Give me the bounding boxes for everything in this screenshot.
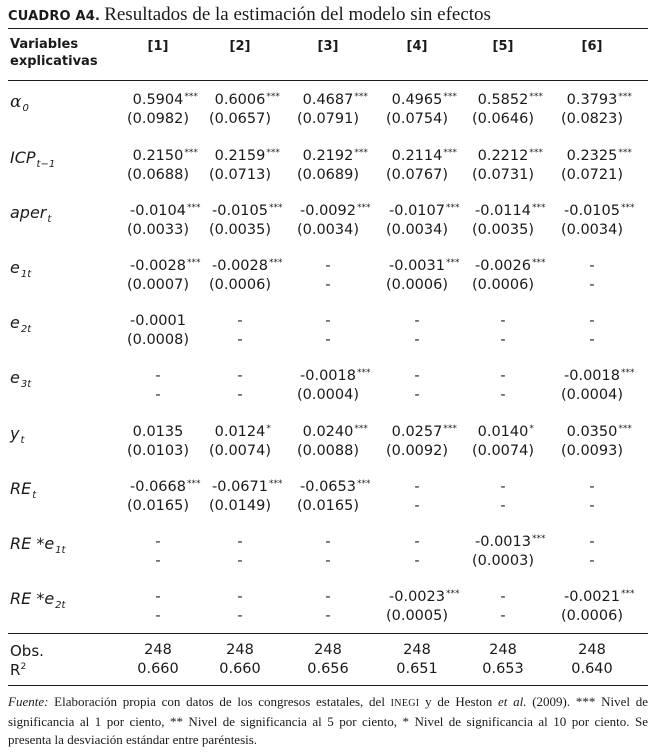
std-error-cell: - <box>155 387 161 403</box>
std-error-cell: (0.0008) <box>126 332 190 348</box>
variable-name: aper <box>10 203 47 222</box>
coefficient-cell <box>367 479 467 495</box>
coefficient-cell <box>278 534 378 550</box>
coefficient-cell <box>453 203 553 219</box>
table-title <box>8 4 491 26</box>
std-error-cell: (0.0657) <box>208 111 272 127</box>
r2-cell: 0.640 <box>571 661 613 677</box>
coefficient-cell <box>453 148 553 164</box>
std-error-cell: (0.0006) <box>385 277 449 293</box>
coefficient-cell <box>542 92 642 108</box>
coefficient-value: -0.0031 <box>389 258 445 274</box>
variable-subscript: 1t <box>20 269 32 280</box>
coefficient-cell <box>453 258 553 274</box>
coefficient-cell <box>542 368 642 384</box>
coefficient-value: - <box>325 258 331 274</box>
header-col-4: [4] <box>406 39 428 54</box>
std-error-cell: - <box>589 332 595 348</box>
note-etal: et al. <box>497 694 527 709</box>
coefficient-cell <box>367 424 467 440</box>
note-source-label: Fuente: <box>8 694 49 709</box>
significance-stars: * <box>266 424 271 434</box>
r2-cell: 0.651 <box>396 661 438 677</box>
note-text-3: (2009). *** Nivel de significancia al 1 por ciento, ** Nivel de significancia al 5 por ciento, * Nivel de significancia al 10 por ciento. Se presenta la desviación estándar entre paréntesis. <box>8 694 648 747</box>
variable-subscript: t <box>32 490 37 501</box>
significance-stars: *** <box>445 589 460 599</box>
coefficient-value: -0.0114 <box>475 203 531 219</box>
std-error-cell: (0.0004) <box>560 387 624 403</box>
coefficient-value: -0.0671 <box>212 479 268 495</box>
coefficient-cell <box>542 424 642 440</box>
std-error-cell: (0.0092) <box>385 443 449 459</box>
table-footnote <box>8 693 648 749</box>
std-error-cell: - <box>500 387 506 403</box>
significance-stars: *** <box>266 92 280 102</box>
significance-stars: *** <box>186 258 201 268</box>
significance-stars: *** <box>531 534 546 544</box>
coefficient-value: - <box>325 589 331 605</box>
coefficient-value: 0.2114 <box>391 148 443 164</box>
coefficient-value: 0.4687 <box>302 92 354 108</box>
coefficient-value: 0.0257 <box>391 424 443 440</box>
std-error-cell: (0.0006) <box>471 277 535 293</box>
significance-stars: *** <box>443 424 457 434</box>
significance-stars: *** <box>531 258 546 268</box>
std-error-cell: (0.0074) <box>471 443 535 459</box>
coefficient-value: - <box>589 258 595 274</box>
coefficient-value: 0.4965 <box>391 92 443 108</box>
coefficient-cell <box>453 424 553 440</box>
std-error-cell: (0.0088) <box>296 443 360 459</box>
variable-label <box>10 313 31 335</box>
significance-stars: * <box>529 424 534 434</box>
note-inegi: INEGI <box>390 698 420 709</box>
coefficient-cell <box>190 534 290 550</box>
coefficient-value: - <box>237 368 243 384</box>
header-col-2: [2] <box>229 39 251 54</box>
significance-stars: *** <box>620 589 635 599</box>
std-error-cell: (0.0721) <box>560 167 624 183</box>
std-error-cell: (0.0688) <box>126 167 190 183</box>
header-col-3: [3] <box>317 39 339 54</box>
coefficient-cell <box>190 313 290 329</box>
header-variables-line2: explicativas <box>10 54 98 69</box>
coefficient-cell <box>278 92 378 108</box>
std-error-cell: - <box>589 498 595 514</box>
significance-stars: *** <box>529 148 543 158</box>
coefficient-value: - <box>589 479 595 495</box>
std-error-cell: (0.0033) <box>126 222 190 238</box>
top-rule <box>8 28 648 29</box>
std-error-cell: (0.0823) <box>560 111 624 127</box>
significance-stars: *** <box>184 92 198 102</box>
variable-name: e <box>10 368 20 387</box>
std-error-cell: (0.0035) <box>471 222 535 238</box>
std-error-cell: (0.0791) <box>296 111 360 127</box>
std-error-cell: (0.0731) <box>471 167 535 183</box>
std-error-cell: (0.0754) <box>385 111 449 127</box>
obs-label: Obs. <box>10 642 44 660</box>
coefficient-cell <box>190 148 290 164</box>
std-error-cell: - <box>155 608 161 624</box>
coefficient-cell <box>278 424 378 440</box>
std-error-cell: - <box>325 332 331 348</box>
bottom-rule <box>8 685 648 686</box>
std-error-cell: - <box>589 553 595 569</box>
r2-cell: 0.660 <box>137 661 179 677</box>
variable-name: RE *e <box>10 534 55 553</box>
coefficient-value: 0.2159 <box>214 148 266 164</box>
significance-stars: *** <box>443 92 457 102</box>
coefficient-value: -0.0001 <box>130 313 186 329</box>
coefficient-value: 0.3793 <box>566 92 618 108</box>
variable-label <box>10 479 36 501</box>
coefficient-value: -0.0105 <box>564 203 620 219</box>
coefficient-cell <box>367 534 467 550</box>
variable-subscript: 0 <box>22 103 29 114</box>
coefficient-value: - <box>237 589 243 605</box>
significance-stars: *** <box>445 258 460 268</box>
coefficient-cell <box>453 479 553 495</box>
significance-stars: *** <box>186 479 201 489</box>
coefficient-cell <box>367 148 467 164</box>
coefficient-value: 0.0140 <box>477 424 529 440</box>
std-error-cell: - <box>414 387 420 403</box>
obs-cell: 248 <box>403 642 431 658</box>
significance-stars: *** <box>266 148 280 158</box>
coefficient-cell <box>190 203 290 219</box>
std-error-cell: - <box>237 553 243 569</box>
std-error-cell: - <box>414 498 420 514</box>
variable-name: e <box>10 258 20 277</box>
coefficient-cell <box>278 589 378 605</box>
std-error-cell: (0.0165) <box>296 498 360 514</box>
significance-stars: *** <box>356 203 371 213</box>
variable-name: y <box>10 424 20 443</box>
header-variables-line1: Variables <box>10 37 79 52</box>
coefficient-cell <box>190 368 290 384</box>
coefficient-value: -0.0018 <box>300 368 356 384</box>
coefficient-value: -0.0026 <box>475 258 531 274</box>
coefficient-value: 0.5904 <box>132 92 184 108</box>
coefficient-value: 0.2325 <box>566 148 618 164</box>
header-col-5: [5] <box>492 39 514 54</box>
table-number: CUADRO A4. <box>8 9 101 24</box>
coefficient-cell <box>453 589 553 605</box>
significance-stars: *** <box>184 148 198 158</box>
r2-cell: 0.660 <box>219 661 261 677</box>
coefficient-cell <box>542 479 642 495</box>
coefficient-cell <box>453 534 553 550</box>
std-error-cell: (0.0007) <box>126 277 190 293</box>
coefficient-value: -0.0105 <box>212 203 268 219</box>
coefficient-cell <box>190 589 290 605</box>
header-rule <box>8 80 648 81</box>
significance-stars: *** <box>618 92 632 102</box>
std-error-cell: (0.0093) <box>560 443 624 459</box>
std-error-cell: (0.0149) <box>208 498 272 514</box>
significance-stars: *** <box>356 479 371 489</box>
std-error-cell: (0.0767) <box>385 167 449 183</box>
significance-stars: *** <box>618 424 632 434</box>
variable-label <box>10 258 31 280</box>
significance-stars: *** <box>268 203 283 213</box>
std-error-cell: - <box>500 498 506 514</box>
coefficient-cell <box>278 258 378 274</box>
significance-stars: *** <box>443 148 457 158</box>
coefficient-value: - <box>155 368 161 384</box>
variable-subscript: t <box>47 214 52 225</box>
std-error-cell: (0.0713) <box>208 167 272 183</box>
coefficient-cell <box>367 368 467 384</box>
std-error-cell: - <box>237 332 243 348</box>
r2-label-text: R <box>10 661 21 679</box>
variable-subscript: 1t <box>55 545 66 556</box>
coefficient-cell <box>190 92 290 108</box>
std-error-cell: (0.0006) <box>208 277 272 293</box>
r2-label <box>10 661 26 679</box>
coefficient-value: 0.5852 <box>477 92 529 108</box>
coefficient-value: -0.0107 <box>389 203 445 219</box>
coefficient-value: 0.6006 <box>214 92 266 108</box>
std-error-cell: (0.0004) <box>296 387 360 403</box>
std-error-cell: (0.0035) <box>208 222 272 238</box>
coefficient-value: -0.0028 <box>130 258 186 274</box>
coefficient-value: 0.2150 <box>132 148 184 164</box>
obs-cell: 248 <box>144 642 172 658</box>
std-error-cell: - <box>237 387 243 403</box>
obs-cell: 248 <box>489 642 517 658</box>
std-error-cell: - <box>414 553 420 569</box>
coefficient-cell <box>278 479 378 495</box>
std-error-cell: - <box>589 277 595 293</box>
significance-stars: *** <box>531 203 546 213</box>
variable-name: RE <box>10 479 32 498</box>
coefficient-value: -0.0104 <box>130 203 186 219</box>
variable-subscript: t <box>20 435 25 446</box>
variable-name: RE *e <box>10 589 55 608</box>
std-error-cell: - <box>500 332 506 348</box>
std-error-cell: (0.0103) <box>126 443 190 459</box>
coefficient-value: -0.0092 <box>300 203 356 219</box>
std-error-cell: - <box>500 608 506 624</box>
variable-label <box>10 368 31 390</box>
significance-stars: *** <box>186 203 201 213</box>
coefficient-cell <box>542 589 642 605</box>
variable-subscript: 2t <box>55 600 66 611</box>
std-error-cell: (0.0689) <box>296 167 360 183</box>
coefficient-value: 0.2212 <box>477 148 529 164</box>
std-error-cell: (0.0165) <box>126 498 190 514</box>
coefficient-value: - <box>237 534 243 550</box>
variable-label <box>10 148 55 170</box>
coefficient-cell <box>367 258 467 274</box>
coefficient-cell <box>367 92 467 108</box>
std-error-cell: (0.0034) <box>296 222 360 238</box>
std-error-cell: (0.0646) <box>471 111 535 127</box>
coefficient-value: -0.0023 <box>389 589 445 605</box>
coefficient-value: - <box>500 479 506 495</box>
r2-label-sup: 2 <box>20 662 27 672</box>
coefficient-cell <box>190 424 290 440</box>
coefficient-cell <box>542 148 642 164</box>
significance-stars: *** <box>529 92 543 102</box>
std-error-cell: (0.0006) <box>560 608 624 624</box>
significance-stars: *** <box>620 368 635 378</box>
variable-name: e <box>10 313 20 332</box>
variable-name: ICP <box>10 148 36 167</box>
coefficient-cell <box>453 313 553 329</box>
coefficient-value: -0.0653 <box>300 479 356 495</box>
coefficient-value: 0.0240 <box>302 424 354 440</box>
variable-subscript: 3t <box>20 379 32 390</box>
coefficient-value: -0.0028 <box>212 258 268 274</box>
variable-label <box>10 589 65 611</box>
significance-stars: *** <box>268 479 283 489</box>
coefficient-value: 0.0135 <box>132 424 184 440</box>
coefficient-value: 0.0350 <box>566 424 618 440</box>
variable-label <box>10 203 51 225</box>
std-error-cell: - <box>325 277 331 293</box>
coefficient-value: -0.0668 <box>130 479 186 495</box>
r2-cell: 0.656 <box>307 661 349 677</box>
coefficient-cell <box>542 203 642 219</box>
table-caption: Resultados de la estimación del modelo sin efectos <box>104 4 491 25</box>
header-col-6: [6] <box>581 39 603 54</box>
coefficient-value: - <box>414 313 420 329</box>
std-error-cell: - <box>325 608 331 624</box>
variable-label <box>10 534 65 556</box>
note-text-2: y de Heston <box>419 694 498 709</box>
coefficient-value: - <box>155 589 161 605</box>
std-error-cell: (0.0005) <box>385 608 449 624</box>
variable-name: α <box>10 92 22 112</box>
coefficient-value: - <box>500 368 506 384</box>
coefficient-cell <box>278 313 378 329</box>
coefficient-cell <box>190 258 290 274</box>
std-error-cell: (0.0982) <box>126 111 190 127</box>
std-error-cell: (0.0074) <box>208 443 272 459</box>
coefficient-cell <box>278 203 378 219</box>
significance-stars: *** <box>268 258 283 268</box>
coefficient-cell <box>278 148 378 164</box>
coefficient-value: 0.0124 <box>214 424 266 440</box>
std-error-cell: (0.0003) <box>471 553 535 569</box>
coefficient-value: - <box>414 368 420 384</box>
significance-stars: *** <box>618 148 632 158</box>
coefficient-value: - <box>500 589 506 605</box>
coefficient-cell <box>367 313 467 329</box>
significance-stars: *** <box>354 148 368 158</box>
coefficient-cell <box>278 368 378 384</box>
obs-cell: 248 <box>578 642 606 658</box>
coefficient-cell <box>542 534 642 550</box>
coefficient-cell <box>542 313 642 329</box>
std-error-cell: (0.0034) <box>385 222 449 238</box>
coefficient-value: - <box>589 313 595 329</box>
summary-rule <box>8 633 648 634</box>
coefficient-cell <box>190 479 290 495</box>
header-variables <box>10 36 98 70</box>
coefficient-cell <box>367 203 467 219</box>
significance-stars: *** <box>445 203 460 213</box>
obs-cell: 248 <box>314 642 342 658</box>
coefficient-value: -0.0018 <box>564 368 620 384</box>
coefficient-cell <box>453 92 553 108</box>
coefficient-value: -0.0021 <box>564 589 620 605</box>
coefficient-value: - <box>414 534 420 550</box>
coefficient-value: - <box>414 479 420 495</box>
significance-stars: *** <box>354 424 368 434</box>
coefficient-value: - <box>500 313 506 329</box>
obs-cell: 248 <box>226 642 254 658</box>
std-error-cell: - <box>237 608 243 624</box>
note-text-1: Elaboración propia con datos de los congresos estatales, del <box>48 694 391 709</box>
coefficient-value: - <box>155 534 161 550</box>
variable-label <box>10 424 24 446</box>
coefficient-cell <box>542 258 642 274</box>
variable-subscript: 2t <box>20 324 32 335</box>
coefficient-value: 0.2192 <box>302 148 354 164</box>
variable-label <box>10 92 29 114</box>
header-col-1: [1] <box>147 39 169 54</box>
coefficient-value: - <box>589 534 595 550</box>
variable-subscript: t−1 <box>36 159 56 170</box>
coefficient-cell <box>453 368 553 384</box>
coefficient-value: -0.0013 <box>475 534 531 550</box>
r2-cell: 0.653 <box>482 661 524 677</box>
std-error-cell: (0.0034) <box>560 222 624 238</box>
significance-stars: *** <box>354 92 368 102</box>
std-error-cell: - <box>325 553 331 569</box>
std-error-cell: - <box>414 332 420 348</box>
coefficient-cell <box>367 589 467 605</box>
coefficient-value: - <box>237 313 243 329</box>
std-error-cell: - <box>155 553 161 569</box>
coefficient-value: - <box>325 534 331 550</box>
significance-stars: *** <box>356 368 371 378</box>
significance-stars: *** <box>620 203 635 213</box>
coefficient-value: - <box>325 313 331 329</box>
